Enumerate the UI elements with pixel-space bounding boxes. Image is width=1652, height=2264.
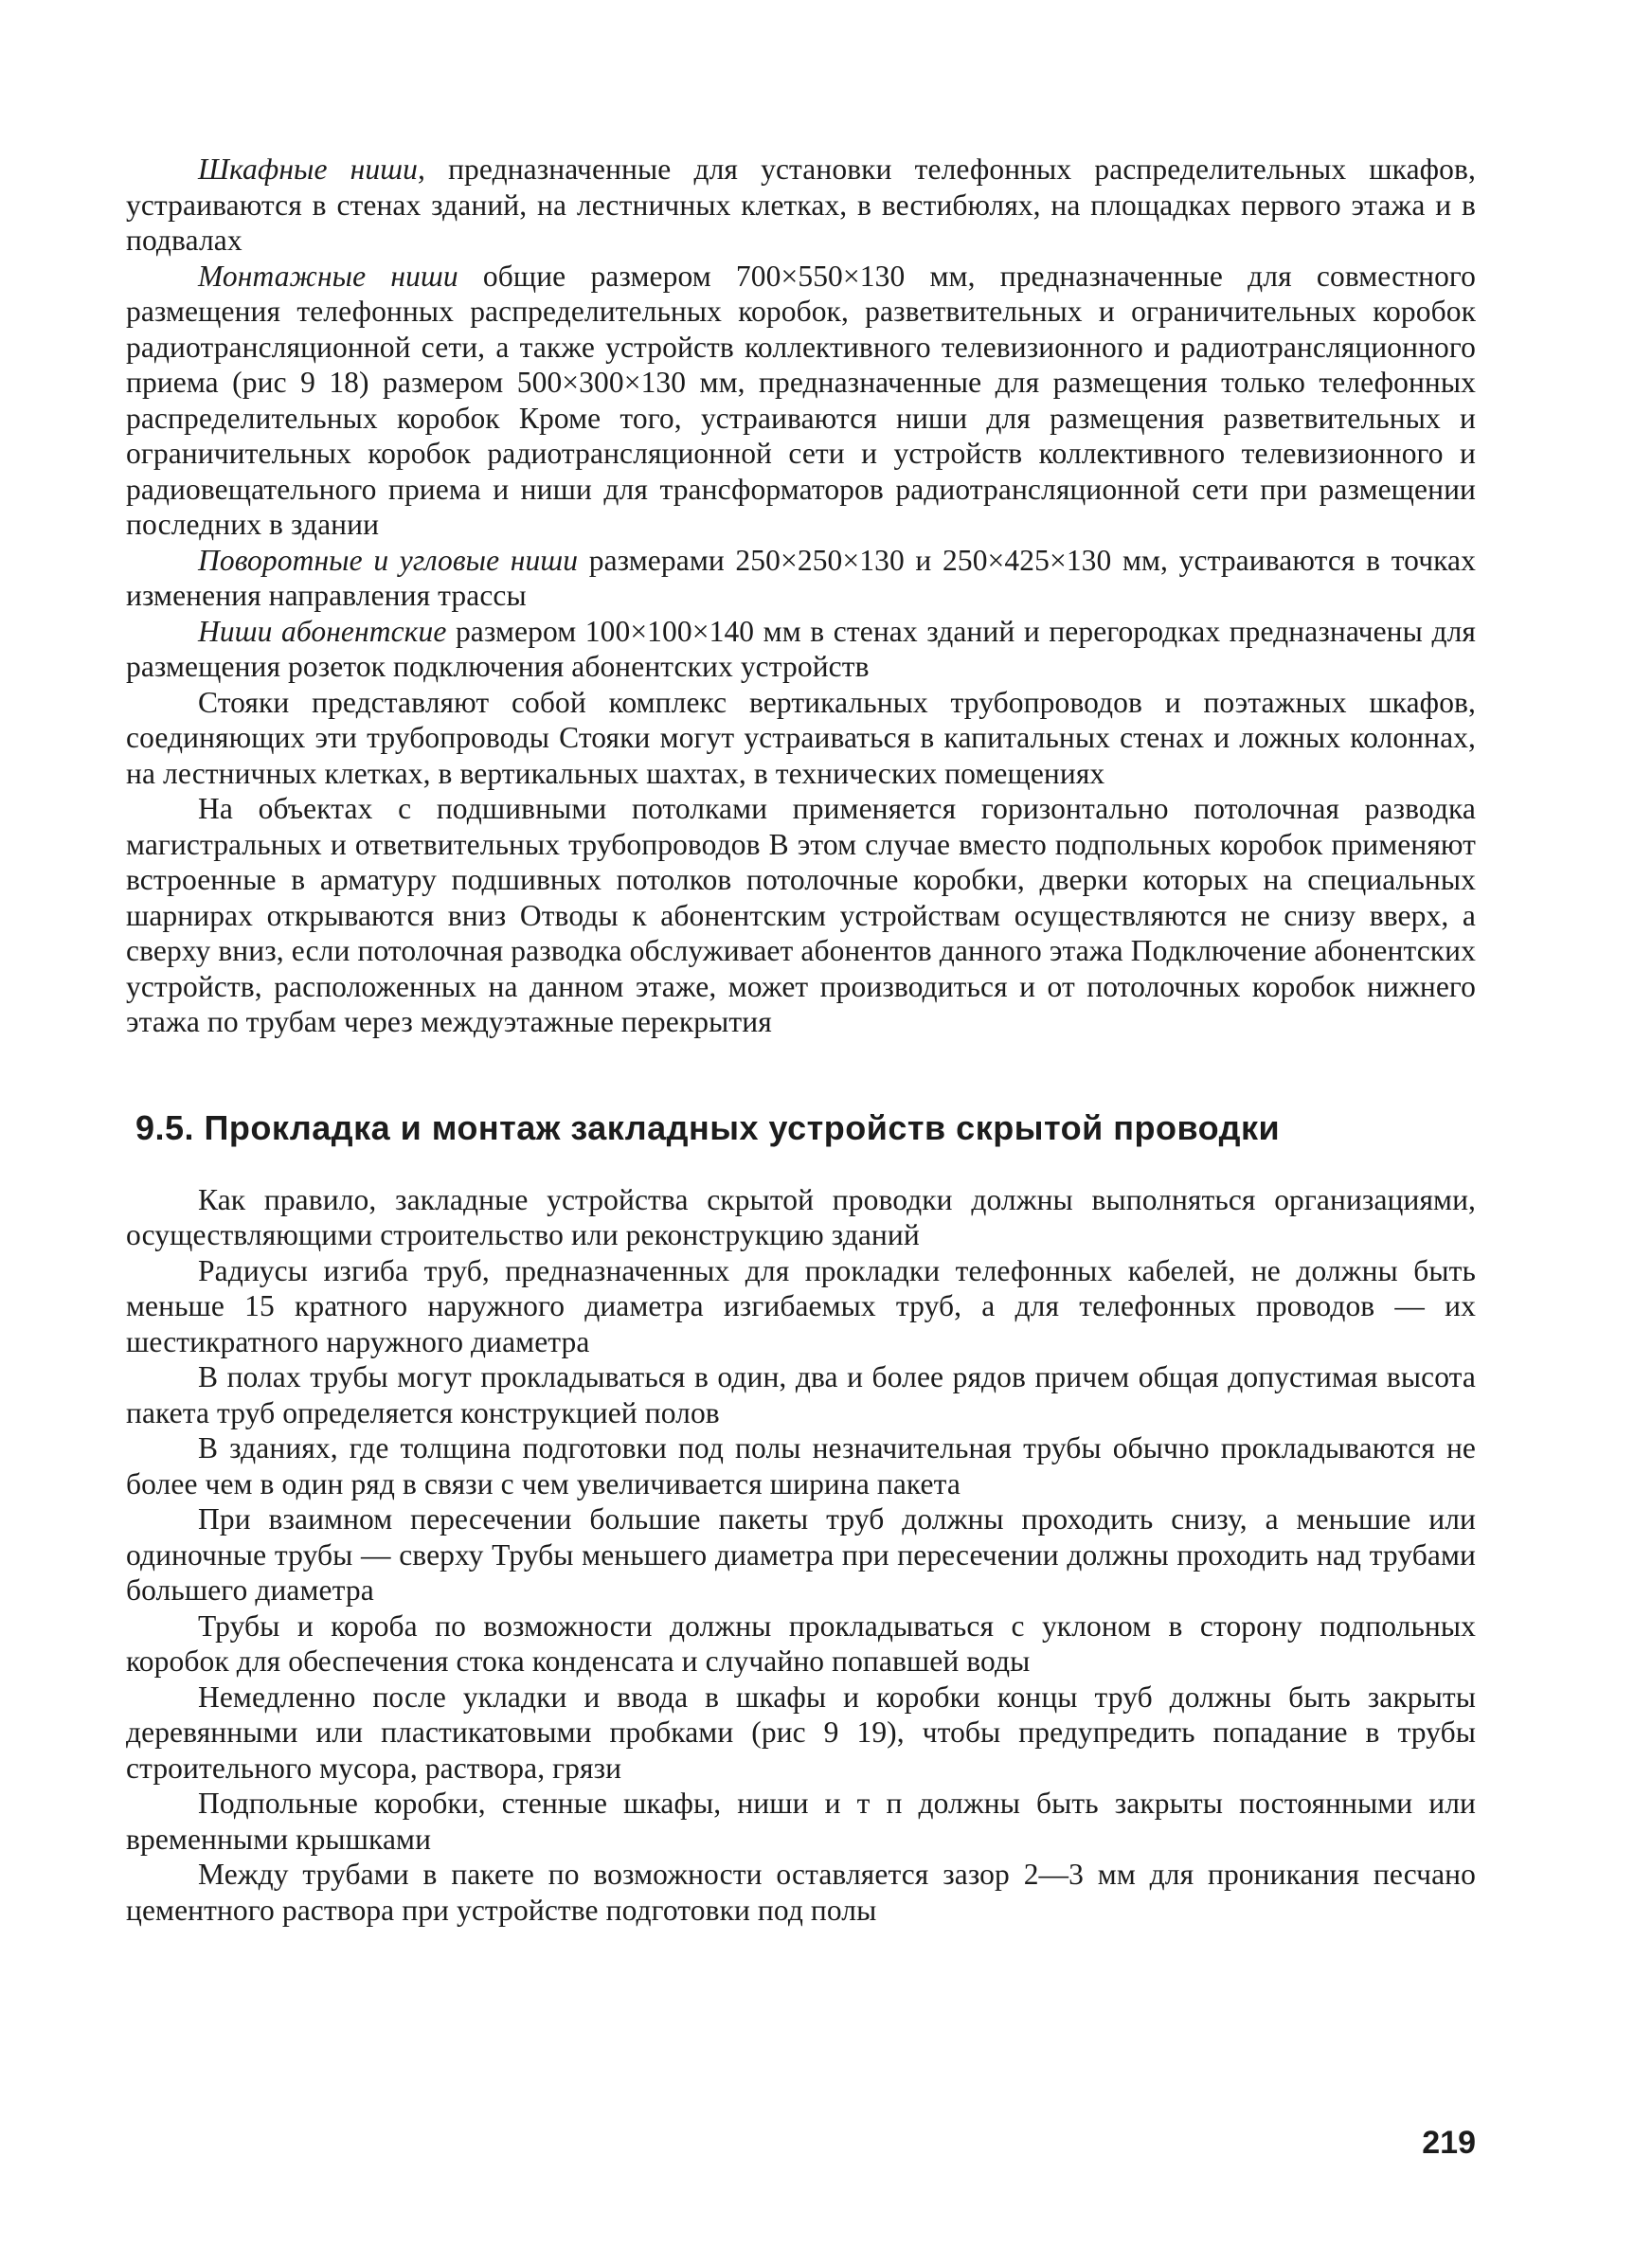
paragraph: В полах трубы могут прокладываться в один, два и более рядов причем общая допустимая высота пакета труб определяется конструкцией полов xyxy=(126,1360,1476,1429)
paragraph: Подпольные коробки, стенные шкафы, ниши и т п должны быть закрыты постоянными или временными крышками xyxy=(126,1787,1476,1856)
paragraph: Немедленно после укладки и ввода в шкафы и коробки концы труб должны быть закрыты деревянными или пластикатовыми пробками (рис 9 19), чтобы предупредить попадание в трубы строительного мусора, раствора, грязи xyxy=(126,1680,1476,1785)
book-page xyxy=(126,152,1476,2226)
section-heading: 9.5. Прокладка и монтаж закладных устройств скрытой проводки xyxy=(135,1107,1281,1147)
paragraph-text: предназначенные для установки телефонных распределительных шкафов, устраиваются в стенах зданий, на лестничных клетках, в вестибюлях, на площадках первого этажа и в подвалах xyxy=(126,153,1476,257)
niches-section xyxy=(126,152,1476,1040)
paragraph: В зданиях, где толщина подготовки под полы незначительная трубы обычно прокладываются не более чем в один ряд в связи с чем увеличивается ширина пакета xyxy=(126,1431,1476,1500)
paragraph-text: размером 100×100×140 мм в стенах зданий и перегородках предназначены для размещения розеток подключения абонентских устройств xyxy=(126,614,1476,683)
page-number: 219 xyxy=(1422,2125,1476,2161)
paragraph xyxy=(126,685,1476,792)
paragraph: Как правило, закладные устройства скрытой проводки должны выполняться организациями, осуществляющими строительство или реконструкцию зданий xyxy=(126,1182,1476,1251)
installation-section xyxy=(126,1182,1476,1929)
paragraph xyxy=(126,791,1476,1040)
paragraph xyxy=(126,259,1476,543)
paragraph: Трубы и короба по возможности должны прокладываться с уклоном в сторону подпольных коробок для обеспечения стока конденсата и случайно попавшей воды xyxy=(126,1608,1476,1678)
paragraph xyxy=(126,614,1476,685)
paragraph-text: Стояки представляют собой комплекс вертикальных трубопроводов и поэтажных шкафов, соединяющих эти трубопроводы Стояки могут устраиваться в капитальных стенах и ложных колоннах, на лестничных клетках, в вертикальных шахтах, в технических помещениях xyxy=(126,685,1476,790)
paragraph: При взаимном пересечении большие пакеты труб должны проходить снизу, а меньшие или одиночные трубы — сверху Трубы меньшего диаметра при пересечении должны проходить над трубами большего диаметра xyxy=(126,1502,1476,1607)
paragraph: Радиусы изгиба труб, предназначенных для прокладки телефонных кабелей, не должны быть меньше 15 кратного наружного диаметра изгибаемых труб, а для телефонных проводов — их шестикратного наружного диаметра xyxy=(126,1253,1476,1358)
paragraph-text: размерами 250×250×130 и 250×425×130 мм, устраиваются в точках изменения направления трассы xyxy=(126,543,1476,612)
term: Монтажные ниши xyxy=(198,259,458,293)
paragraph: Между трубами в пакете по возможности оставляется зазор 2—3 мм для проникания песчано цементного раствора при устройстве подготовки под полы xyxy=(126,1858,1476,1927)
term: Шкафные ниши, xyxy=(198,153,425,186)
term: Поворотные и угловые ниши xyxy=(198,543,579,577)
paragraph xyxy=(126,152,1476,259)
paragraph-text: На объектах с подшивными потолками применяется горизонтально потолочная разводка магистральных и ответвительных трубопроводов В этом случае вместо подпольных коробок применяют встроенные в арматуру подшивных потолков потолочные коробки, дверки которых на специальных шарнирах открываются вниз Отводы к абонентским устройствам осуществляются не снизу вверх, а сверху вниз, если потолочная разводка обслуживает абонентов данного этажа Подключение абонентских устройств, расположенных на данном этаже, может производиться и от потолочных коробок нижнего этажа по трубам через междуэтажные перекрытия xyxy=(126,792,1476,1038)
term: Ниши абонентские xyxy=(198,614,447,648)
paragraph-text: общие размером 700×550×130 мм, предназначенные для совместного размещения телефонных распределительных коробок, разветвительных и ограничительных коробок радиотрансляционной сети, а также устройств коллективного телевизионного и радиотрансляционного приема (рис 9 18) размером 500×300×130 мм, предназначенные для размещения только телефонных распределительных коробок Кроме того, устраиваются ниши для размещения разветвительных и ограничительных коробок радиотрансляционной сети и устройств коллективного телевизионного и радиовещательного приема и ниши для трансформаторов радиотрансляционной сети при размещении последних в здании xyxy=(126,259,1476,541)
paragraph xyxy=(126,543,1476,614)
